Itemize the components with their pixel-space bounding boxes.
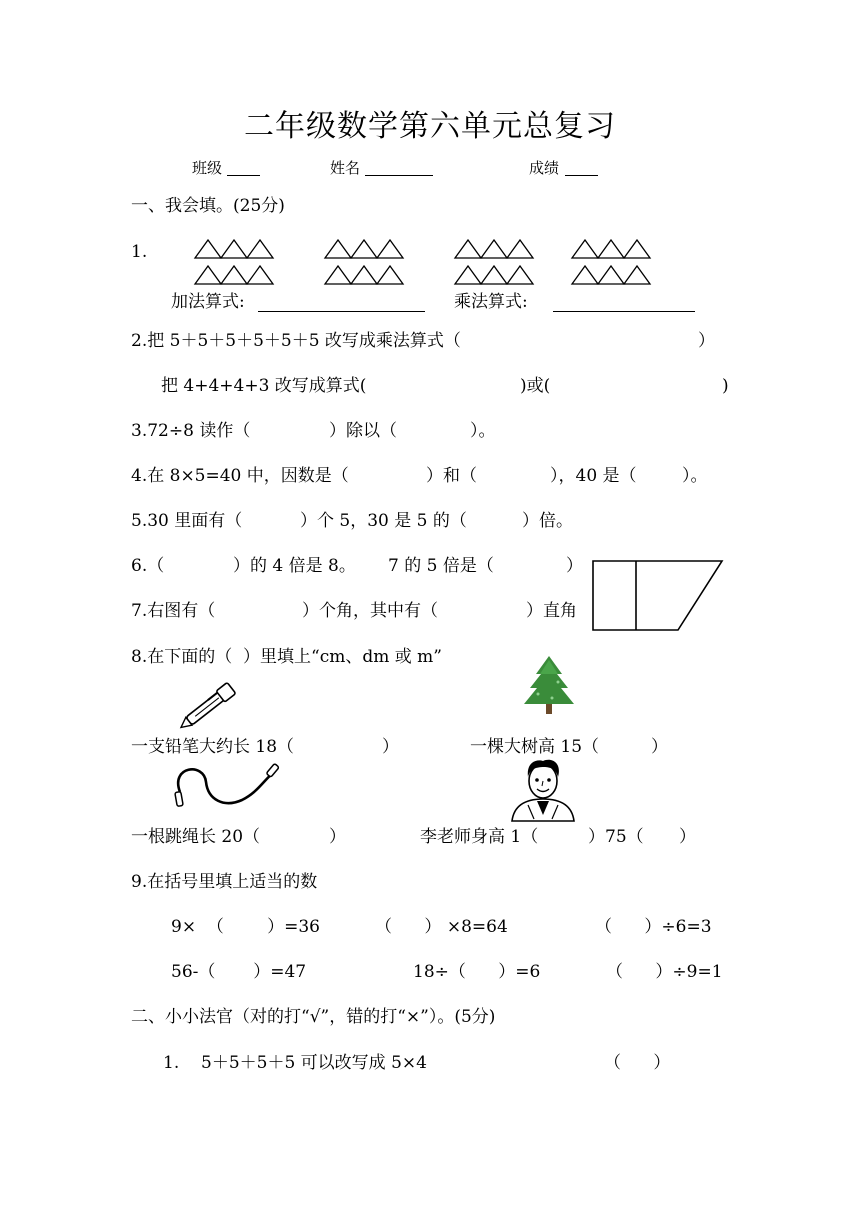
triangle-mark (221, 240, 247, 258)
triangle-mark (195, 266, 221, 284)
q9-r2c1: 56-（ ）=47 (171, 962, 307, 982)
triangle-mark (325, 266, 351, 284)
q8-pencil-end: ） (382, 737, 399, 757)
q7-end: ）直角 (526, 601, 577, 621)
s2-q1-text: 5＋5＋5＋5 可以改写成 5×4 (201, 1053, 427, 1073)
triangle-mark (351, 266, 377, 284)
triangle-mark (247, 266, 273, 284)
q2-line2: 把 4+4+4+3 改写成算式( (161, 376, 367, 396)
q8-rope-end: ） (329, 827, 346, 847)
triangle-mark (481, 240, 507, 258)
q6-part2: 7 的 5 倍是（ (388, 556, 494, 576)
name-blank[interactable] (365, 175, 433, 176)
q1-mul-blank[interactable] (553, 311, 695, 312)
q9-text: 9.在括号里填上适当的数 (131, 872, 318, 892)
q8-tree-text: 一棵大树高 15（ (470, 737, 600, 757)
q3-end: ）。 (470, 421, 496, 441)
class-blank[interactable] (227, 175, 260, 176)
pen-icon (172, 676, 252, 736)
triangle-mark (481, 266, 507, 284)
q6-mid: ）的 4 倍是 8。 (233, 556, 356, 576)
q4-mid: ），40 是（ (550, 466, 637, 486)
triangle-mark (377, 266, 403, 284)
q4-end: ）。 (682, 466, 708, 486)
section1-heading: 一、我会填。(25分) (131, 196, 285, 216)
triangle-mark (507, 240, 533, 258)
triangles-row-icon (0, 234, 860, 294)
q1-number: 1. (131, 242, 148, 262)
q6-end: ） (566, 556, 583, 576)
q8-rope-text: 一根跳绳长 20（ (131, 827, 261, 847)
triangle-mark (598, 266, 624, 284)
page-title: 二年级数学第六单元总复习 (244, 109, 616, 144)
q1-add-blank[interactable] (258, 311, 425, 312)
triangle-mark (507, 266, 533, 284)
q5-end: ）倍。 (522, 511, 573, 531)
q4-text: 4.在 8×5=40 中，因数是（ (131, 466, 349, 486)
triangle-mark (624, 240, 650, 258)
q8-pencil-text: 一支铅笔大约长 18（ (131, 737, 295, 757)
q8-teacher-end: ） (679, 827, 696, 847)
s2-q1-number: 1. (163, 1053, 180, 1073)
q5-mid: ）个 5，30 是 5 的（ (300, 511, 467, 531)
jump-rope-icon (166, 764, 286, 814)
q2-line2-or: )或( (520, 376, 551, 396)
triangle-mark (455, 266, 481, 284)
q9-r2c2: 18÷（ ）=6 (413, 962, 541, 982)
score-label: 成绩 (529, 159, 560, 177)
q8-tree-end: ） (651, 737, 668, 757)
parallelogram-figure-icon (590, 558, 730, 638)
s2-q1-paren[interactable]: （ ） (604, 1053, 671, 1073)
teacher-portrait-icon (508, 755, 578, 821)
triangle-mark (598, 240, 624, 258)
q8-text: 8.在下面的（ ）里填上“cm、dm 或 m” (131, 647, 442, 667)
triangle-mark (572, 266, 598, 284)
q4-and: ）和（ (426, 466, 477, 486)
triangle-mark (247, 240, 273, 258)
q3-mid: ）除以（ (329, 421, 397, 441)
triangle-mark (624, 266, 650, 284)
triangle-mark (221, 266, 247, 284)
q2-line1-close: ） (698, 331, 715, 351)
triangle-mark (195, 240, 221, 258)
triangle-mark (455, 240, 481, 258)
q7-mid: ）个角，其中有（ (302, 601, 438, 621)
q9-r1c3: （ ）÷6=3 (595, 917, 712, 937)
pine-tree-icon (514, 654, 584, 718)
triangle-mark (572, 240, 598, 258)
q5-text: 5.30 里面有（ (131, 511, 243, 531)
q2-line2-close: ) (722, 376, 729, 396)
section2-heading: 二、小小法官（对的打“√”，错的打“×”）。(5分) (131, 1007, 496, 1027)
class-label: 班级 (192, 159, 223, 177)
name-label: 姓名 (330, 159, 361, 177)
q9-r1c1: 9× （ ）=36 (171, 917, 320, 937)
q9-r2c3: （ ）÷9=1 (606, 962, 723, 982)
q3-text: 3.72÷8 读作（ (131, 421, 251, 441)
q1-mul-label: 乘法算式: (454, 292, 528, 312)
q2-line1: 2.把 5＋5＋5＋5＋5＋5 改写成乘法算式（ (131, 331, 461, 351)
q8-teacher-text: 李老师身高 1（ (420, 827, 539, 847)
q9-r1c2: （ ） ×8=64 (375, 917, 508, 937)
q7-text: 7.右图有（ (131, 601, 216, 621)
score-blank[interactable] (565, 175, 598, 176)
triangle-mark (325, 240, 351, 258)
q6-text: 6.（ (131, 556, 165, 576)
triangle-mark (377, 240, 403, 258)
q1-add-label: 加法算式: (171, 292, 245, 312)
triangle-mark (351, 240, 377, 258)
q8-teacher-mid: ）75（ (588, 827, 644, 847)
